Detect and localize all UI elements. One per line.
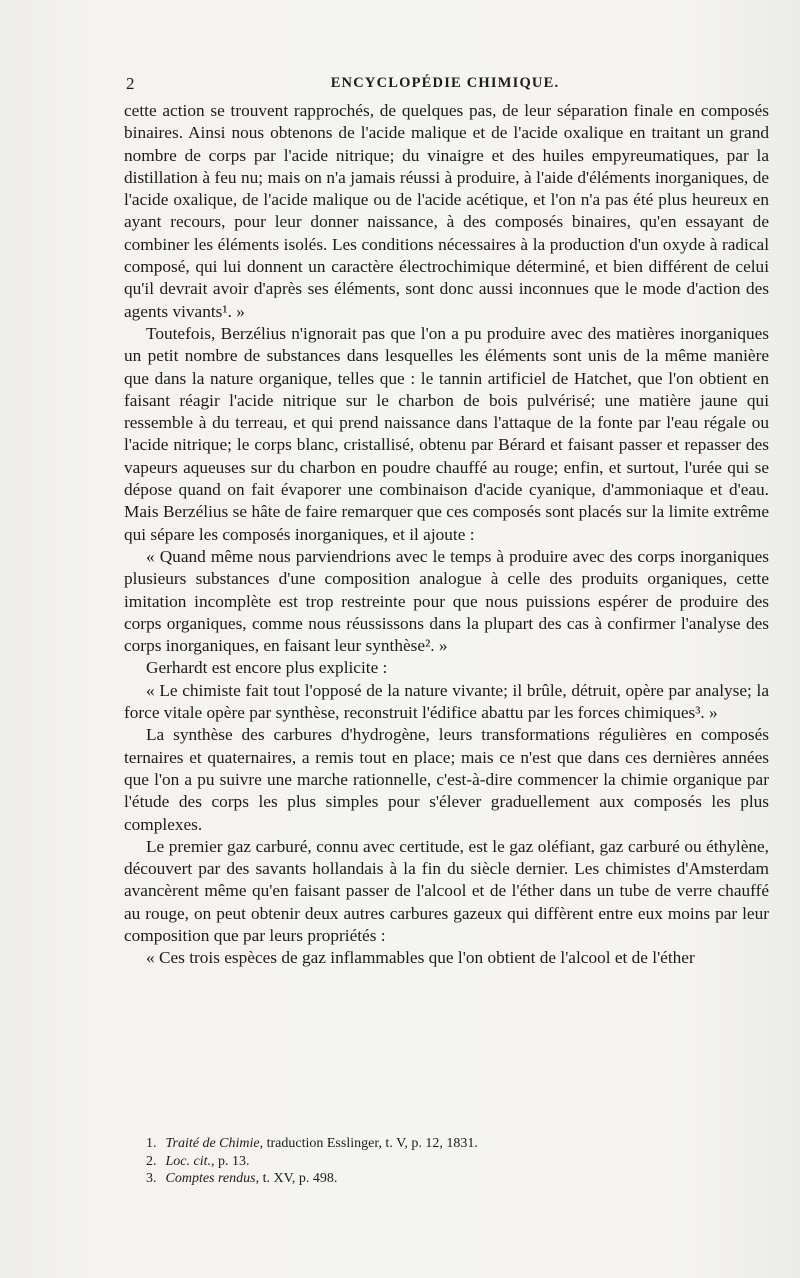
footnote-2 <box>146 1153 746 1171</box>
footnote-title: Traité de Chimie <box>165 1136 260 1151</box>
footnote-text: , traduction Esslinger, t. V, p. 12, 1831. <box>259 1136 478 1151</box>
footnote-text: , t. XV, p. 498. <box>255 1171 338 1186</box>
page-header <box>120 74 770 96</box>
footnote-title: Loc. cit. <box>165 1153 211 1169</box>
footnote-number: 1. <box>146 1136 157 1151</box>
paragraph-4: Gerhardt est encore plus explicite : <box>146 658 388 678</box>
footnotes <box>146 1135 746 1188</box>
footnote-title: Comptes rendus <box>165 1171 256 1186</box>
paragraph-2: Toutefois, Berzélius n'ignorait pas que l'on a pu produire avec des matières inorganiques un petit nombre de substances dans lesquelles les éléments sont unis de la même manière que dans la nature organique, telles que : le tannin artificiel de Hatchet, que l'on obtient en faisant réagir l'acide nitrique sur le charbon de bois pulvérisé; une matière jaune qui ressemble à du terreau, et qui prend naissance dans l'attaque de la fonte par l'eau régale ou l'acide nitrique; le corps blanc, cristallisé, obtenu par Bérard et faisant passer et repasser des vapeurs aqueuses sur du charbon en poudre chauffé au rouge; enfin, et surtout, l'urée qui se dépose quand on fait évaporer une combinaison d'acide cyanique, d'ammoniaque et d'eau. Mais Berzélius se hâte de faire remarquer que ces composés sont placés sur la limite extrême qui sépare les composés inorganiques, et il ajoute : <box>124 323 769 544</box>
paragraph-6: La synthèse des carbures d'hydrogène, leurs transformations régulières en composés ternaires et quaternaires, a remis tout en place; mais ce n'est que dans ces dernières années que l'on a pu suivre une marche rationnelle, c'est-à-dire commencer la chimie organique par l'étude des corps les plus simples pour s'élever graduellement aux composés les plus complexes. <box>124 725 769 834</box>
body-text <box>124 100 769 970</box>
footnote-number: 2. <box>146 1153 157 1169</box>
paragraph-5-quote: « Le chimiste fait tout l'opposé de la nature vivante; il brûle, détruit, opère par analyse; la force vitale opère par synthèse, reconstruit l'édifice abattu par les forces chimiques³. » <box>124 680 769 723</box>
page-number: 2 <box>126 74 135 93</box>
footnote-text: , p. 13. <box>211 1153 250 1169</box>
paragraph-7: Le premier gaz carburé, connu avec certitude, est le gaz oléfiant, gaz carburé ou éthylène, découvert par des savants hollandais à la fin du siècle dernier. Les chimistes d'Amsterdam avancèrent même qu'en faisant passer de l'alcool et de l'éther dans un tube de verre chauffé au rouge, on peut obtenir deux autres carbures gazeux qui diffèrent entre eux moins par leur composition que par leurs propriétés : <box>124 836 769 945</box>
running-title: ENCYCLOPÉDIE CHIMIQUE. <box>330 75 560 91</box>
paragraph-8-quote: « Ces trois espèces de gaz inflammables que l'on obtient de l'alcool et de l'éther <box>146 948 695 968</box>
footnote-3 <box>146 1170 746 1188</box>
footnote-number: 3. <box>146 1171 157 1186</box>
paragraph-3-quote: « Quand même nous parviendrions avec le temps à produire avec des corps inorganiques plusieurs substances d'une composition analogue à celle des produits organiques, cette imitation incomplète est trop restreinte pour que nous puissions espérer de produire des corps organiques, comme nous réussissons dans la plupart des cas à confirmer l'analyse des corps inorganiques, en faisant leur synthèse². » <box>124 546 769 656</box>
paragraph-1: cette action se trouvent rapprochés, de quelques pas, de leur séparation finale en composés binaires. Ainsi nous obtenons de l'acide malique et de l'acide oxalique en traitant un grand nombre de corps par l'acide nitrique; du vinaigre et des huiles empyreumatiques, par la distillation à feu nu; mais on n'a jamais réussi à produire, à l'aide d'éléments inorganiques, de l'acide oxalique, de l'acide malique ou de l'acide acétique, et l'on n'a pas été plus heureux en ayant recours, pour leur donner naissance, à des composés binaires, qu'en essayant de combiner les éléments isolés. Les conditions nécessaires à la production d'un oxyde à radical composé, qui lui donnent un caractère électrochimique déterminé, et bien différent de celui qu'il devrait avoir d'après ses éléments, sont donc aussi inconnues que le mode d'action des agents vivants¹. » <box>124 101 769 321</box>
footnote-1 <box>146 1135 746 1153</box>
